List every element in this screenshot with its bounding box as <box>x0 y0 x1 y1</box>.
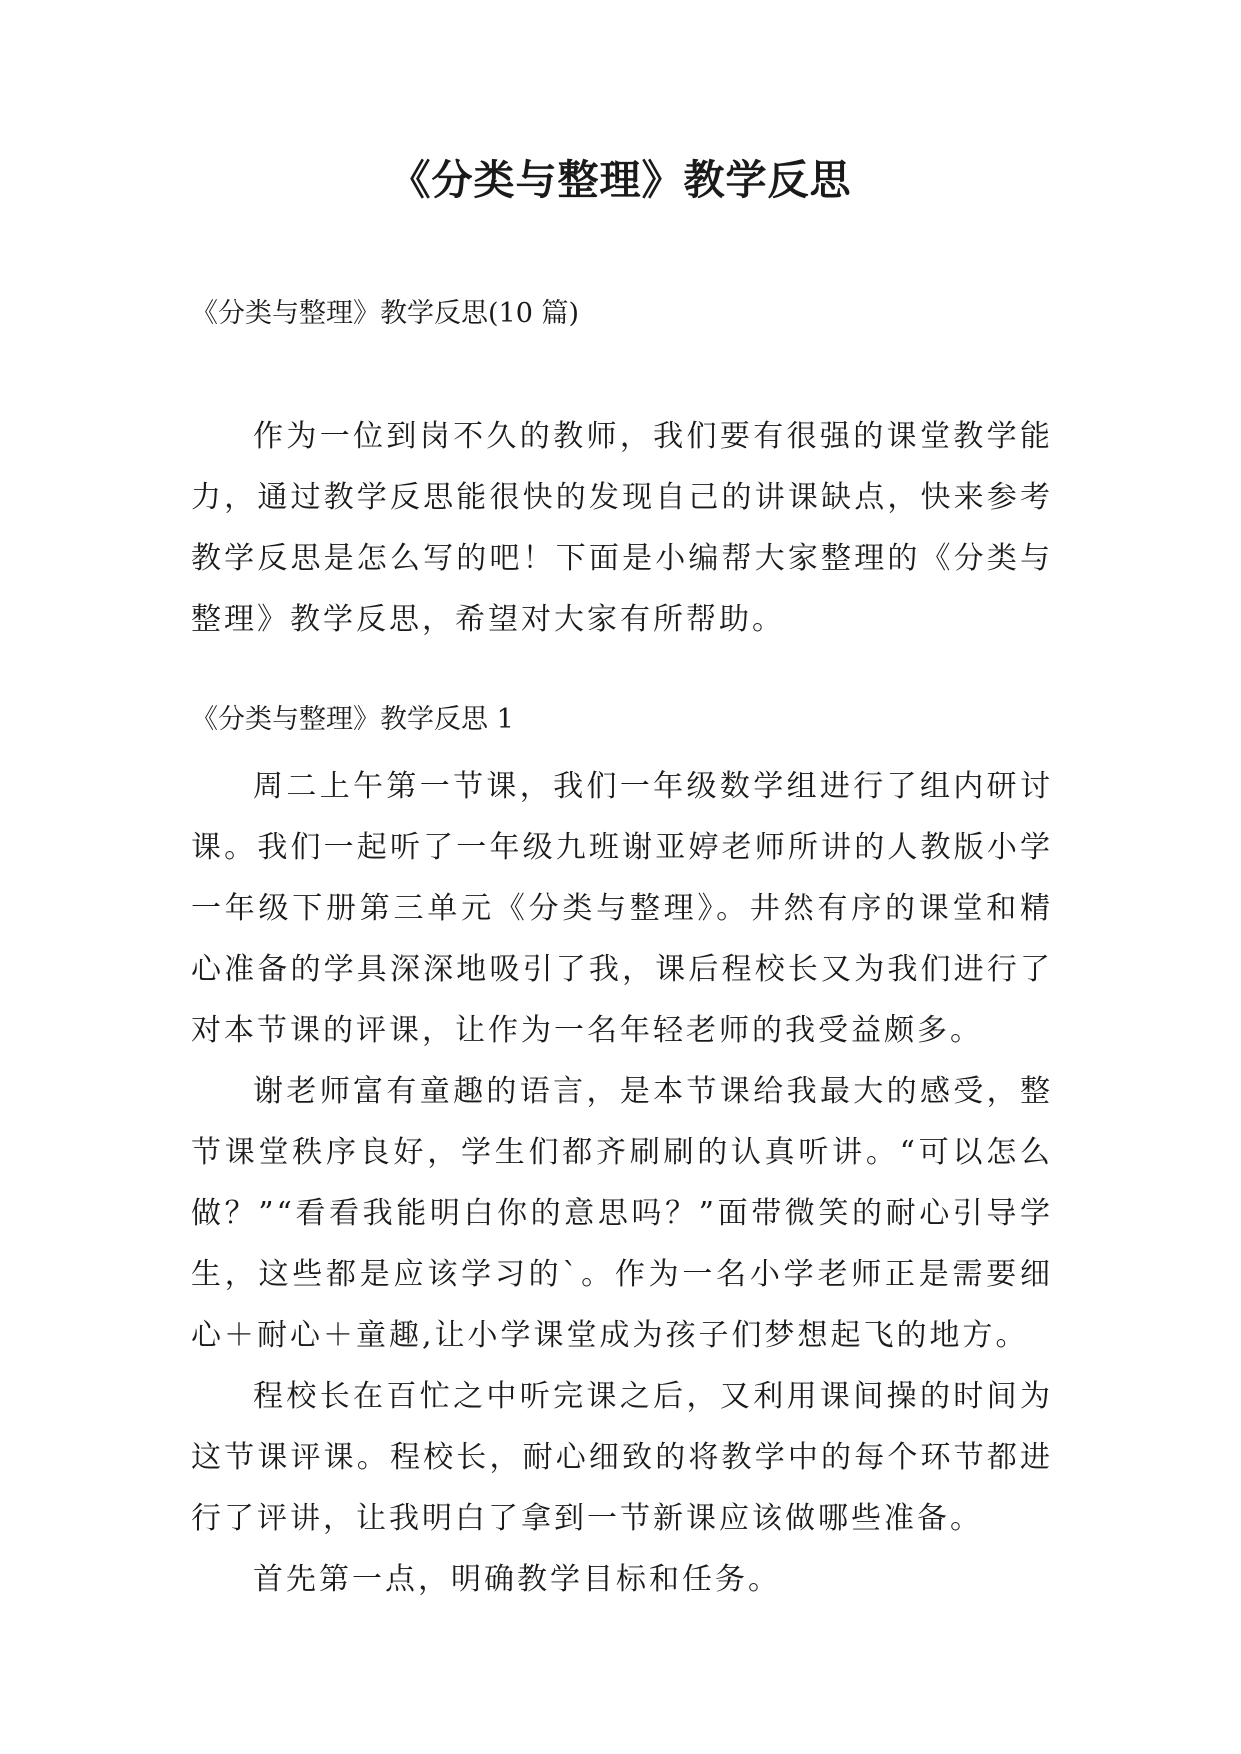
body-paragraph: 首先第一点，明确教学目标和任务。 <box>253 1562 781 1597</box>
document-subtitle: 《分类与整理》教学反思(10 篇) <box>191 298 580 329</box>
section-body <box>191 756 1053 1610</box>
intro-section <box>191 406 1053 650</box>
intro-paragraph: 作为一位到岗不久的教师，我们要有很强的课堂教学能力，通过教学反思能很快的发现自己的讲课缺点，快来参考教学反思是怎么写的吧！下面是小编帮大家整理的《分类与整理》教学反思，希望对大家有所帮助。 <box>191 419 1053 637</box>
body-paragraph: 谢老师富有童趣的语言，是本节课给我最大的感受，整节课堂秩序良好，学生们都齐刷刷的认真听讲。“可以怎么做？”“看看我能明白你的意思吗？”面带微笑的耐心引导学生，这些都是应该学习的`。作为一名小学老师正是需要细心＋耐心＋童趣,让小学课堂成为孩子们梦想起飞的地方。 <box>191 1074 1053 1353</box>
section-heading: 《分类与整理》教学反思 1 <box>191 704 514 735</box>
body-paragraph: 程校长在百忙之中听完课之后，又利用课间操的时间为这节课评课。程校长，耐心细致的将教学中的每个环节都进行了评讲，让我明白了拿到一节新课应该做哪些准备。 <box>191 1379 1053 1536</box>
document-title: 《分类与整理》教学反思 <box>389 156 852 204</box>
body-paragraph: 周二上午第一节课，我们一年级数学组进行了组内研讨课。我们一起听了一年级九班谢亚婷老师所讲的人教版小学一年级下册第三单元《分类与整理》。井然有序的课堂和精心准备的学具深深地吸引了我，课后程校长又为我们进行了对本节课的评课，让作为一名年轻老师的我受益颇多。 <box>191 769 1053 1048</box>
